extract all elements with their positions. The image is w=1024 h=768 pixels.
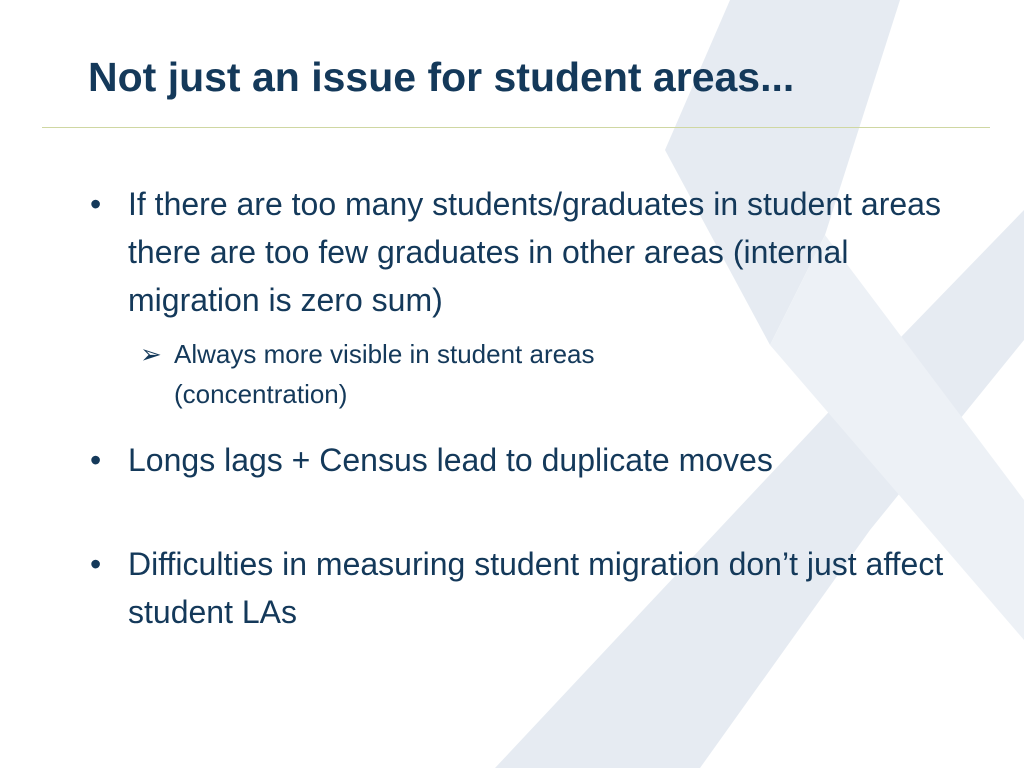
title-divider bbox=[42, 127, 990, 128]
bullet-text: Longs lags + Census lead to duplicate moves bbox=[128, 442, 773, 478]
bullet-text: If there are too many students/graduates in student areas there are too few graduates in other areas (internal migration is zero sum) bbox=[128, 186, 941, 318]
bullet-item-2 bbox=[88, 436, 968, 484]
bullet-marker: • bbox=[90, 546, 102, 582]
sub-bullet-text: Always more visible in student areas (concentration) bbox=[174, 339, 595, 409]
sub-bullet-item-1 bbox=[140, 334, 740, 414]
bullet-item-3 bbox=[88, 540, 968, 636]
bullet-list bbox=[88, 180, 968, 636]
bullet-marker: • bbox=[90, 186, 102, 222]
bullet-marker: • bbox=[90, 442, 102, 478]
bullet-text: Difficulties in measuring student migration don’t just affect student LAs bbox=[128, 546, 944, 630]
arrowhead-bullet-icon: ➢ bbox=[140, 339, 162, 369]
bullet-item-1 bbox=[88, 180, 968, 324]
slide-title: Not just an issue for student areas... bbox=[88, 54, 795, 100]
